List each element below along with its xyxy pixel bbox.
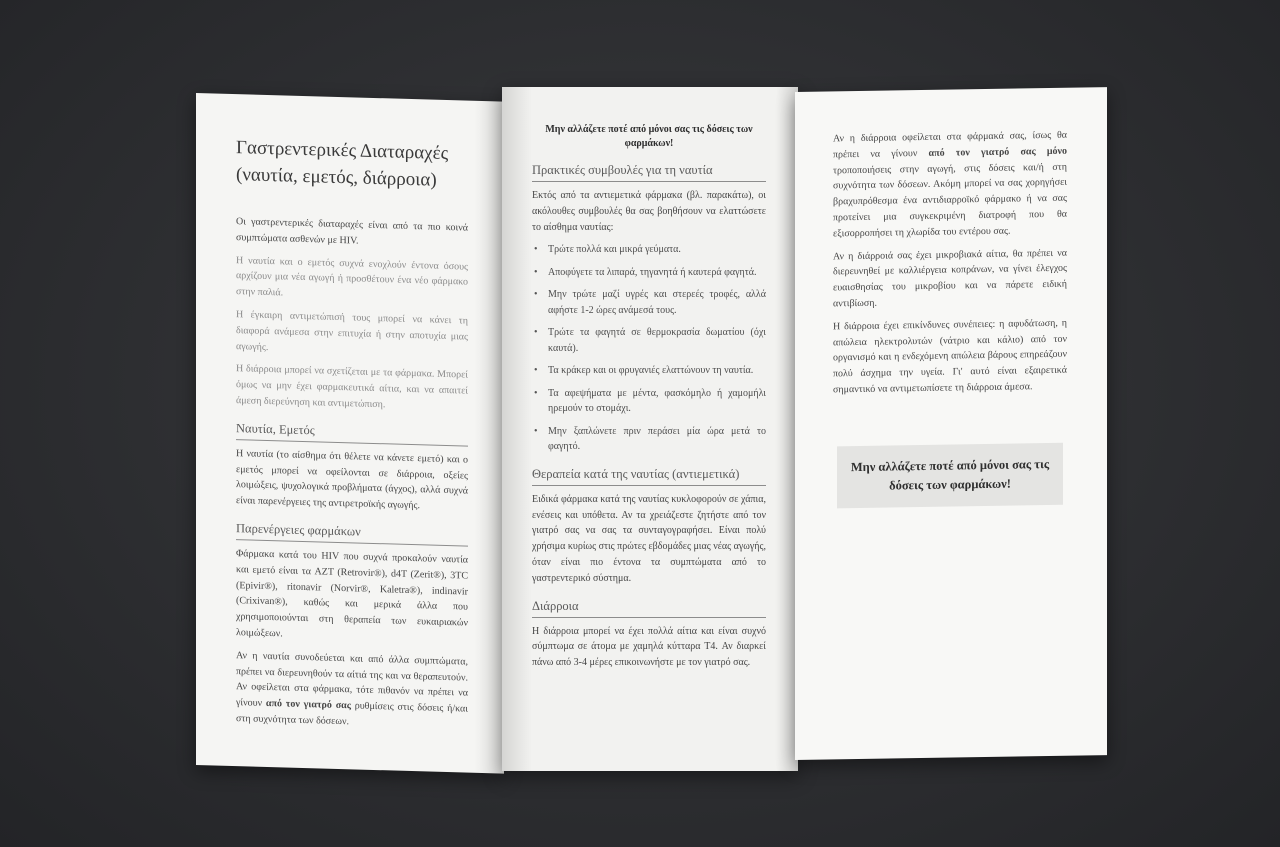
brochure-panel-right xyxy=(795,87,1107,760)
side-effects-text-post: ρυθμίσεις στις δόσεις ή/και στη συχνότητα των δόσεων. xyxy=(236,700,468,728)
nausea-paragraph: Η ναυτία (το αίσθημα ότι θέλετε να κάνετε εμετό) και ο εμετός μπορεί να οφείλονται σε διάρροια, οξείες λοιμώξεις, ψυχολογικά προβλήματα (άγχος), αλλά συχνά είναι παρενέργειες της αντιρετροϊκής αγωγής. xyxy=(236,447,468,512)
diarrhea-meds-text-pre: Αν η διάρροια οφείλεται στα φάρμακά σας, ίσως θα πρέπει να γίνουν xyxy=(833,129,1067,161)
section-heading-diarrhea: Διάρροια xyxy=(532,599,766,618)
brochure-panel-middle xyxy=(502,87,798,771)
fold-shadow xyxy=(474,101,504,774)
antiemetics-paragraph: Ειδικά φάρμακα κατά της ναυτίας κυκλοφορούν σε χάπια, ενέσεις και υπόθετα. Αν τα χρειάζεστε ζητήστε από τον γιατρό σας να σας τα συνταγογραφήσει. Είναι πολύ χρήσιμα κυρίως στις πρώτες εβδομάδες μιας νέας αγωγής, όταν είναι πιο έντονα τα συμπτώματα από το γαστρεντερικό σύστημα. xyxy=(532,493,766,584)
list-item: • Μην τρώτε μαζί υγρές και στερεές τροφές, αλλά αφήστε 1-2 ώρες ανάμεσά τους. xyxy=(532,287,766,318)
section-heading-tips: Πρακτικές συμβουλές για τη ναυτία xyxy=(532,163,766,182)
diarrhea-meds-paragraph xyxy=(833,128,1067,242)
diarrhea-paragraph: Η διάρροια μπορεί να έχει πολλά αίτια και είναι συχνό σύμπτωμα σε άτομα με χαμηλά κύτταρα T4. Αν διαρκεί πάνω από 3-4 μέρες επικοινωνήστε με τον γιατρό σας. xyxy=(532,625,766,669)
list-item: • Μην ξαπλώνετε πριν περάσει μία ώρα μετά το φαγητό. xyxy=(532,424,766,455)
side-effects-text-bold: από τον γιατρό σας xyxy=(265,698,351,712)
list-item: • Τα κράκερ και οι φρυγανιές ελαττώνουν τη ναυτία. xyxy=(532,363,766,379)
page-title xyxy=(236,134,468,194)
title-line-2: (ναυτία, εμετός, διάρροια) xyxy=(236,164,437,191)
warning-callout: Μην αλλάζετε ποτέ από μόνοι σας τις δόσεις των φαρμάκων! xyxy=(837,443,1063,509)
tips-intro: Εκτός από τα αντιεμετικά φάρμακα (βλ. παρακάτω), οι ακόλουθες συμβουλές θα σας βοηθήσουν να ελαττώσετε το αίσθημα ναυτίας: xyxy=(532,190,766,233)
list-item: • Τα αφεψήματα με μέντα, φασκόμηλο ή χαμομήλι ηρεμούν το στομάχι. xyxy=(532,386,766,417)
tips-list xyxy=(532,242,766,455)
consequences-paragraph: Η διάρροια έχει επικίνδυνες συνέπειες: η αφυδάτωση, η απώλεια ηλεκτρολυτών (νάτριο και κάλιο) από τον οργανισμό και η ενδεχόμενη απώλεια βάρους επηρεάζουν πολύ άσχημα την υγεία. Γι' αυτό είναι εξαιρετικά σημαντικό να αντιμετωπίσετε τη διάρροια άμεσα. xyxy=(833,317,1067,396)
fold-shadow xyxy=(502,87,532,771)
section-heading-antiemetics: Θεραπεία κατά της ναυτίας (αντιεμετικά) xyxy=(532,467,766,486)
panel-right-content xyxy=(833,128,1067,508)
panel-left-content xyxy=(236,134,468,740)
list-item: • Αποφύγετε τα λιπαρά, τηγανητά ή καυτερά φαγητά. xyxy=(532,265,766,281)
section-heading-side-effects: Παρενέργειες φαρμάκων xyxy=(236,521,468,546)
side-effects-paragraph-2 xyxy=(236,648,468,733)
side-effects-text-pre: Αν η ναυτία συνοδεύεται και από άλλα συμπτώματα, πρέπει να διερευνηθούν τα αίτιά της και να θεραπευτούν. Αν οφείλεται στα φάρμακα, τότε πιθανόν να πρέπει να γίνουν xyxy=(236,649,468,710)
warning-text: Μην αλλάζετε ποτέ από μόνοι σας τις δόσεις των φαρμάκων! xyxy=(545,124,753,149)
list-item: • Τρώτε πολλά και μικρά γεύματα. xyxy=(532,242,766,258)
intro-paragraph-3: Η έγκαιρη αντιμετώπισή τους μπορεί να κάνει τη διαφορά ανάμεσα στην επιτυχία ή στην αποτυχία μιας αγωγής. xyxy=(236,309,468,353)
intro-paragraph-4: Η διάρροια μπορεί να σχετίζεται με τα φάρμακα. Μπορεί όμως να μην έχει φαρμακευτικά αίτια, και να απαιτεί άμεση διερεύνηση και αντιμετώπιση. xyxy=(236,363,468,411)
list-item: • Τρώτε τα φαγητά σε θερμοκρασία δωματίου (όχι καυτά). xyxy=(532,325,766,356)
intro-paragraph-1: Οι γαστρεντερικές διαταραχές είναι από τα πιο κοινά συμπτώματα ασθενών με HIV. xyxy=(236,216,468,247)
microbial-causes-paragraph: Αν η διάρροιά σας έχει μικροβιακά αίτια, θα πρέπει να διερευνηθεί με καλλιέργεια κοπράνων, να γίνει έλεγχος ευαισθησίας του μικροβίου και να πάρετε ειδική αντιβίωση. xyxy=(833,247,1067,310)
brochure-panel-left xyxy=(196,93,504,774)
diarrhea-meds-text-post: τροποποιήσεις στην αγωγή, στις δόσεις και/ή στη συχνότητα των δόσεων. Ακόμη μπορεί να σας χορηγήσει βραχυπρόθεσμα ένα αντιδιαρροϊκό φάρμακο ή να σας προτείνει μια συγκεκριμένη διατροφή που θα εξισορροπήσει τη χλωρίδα του εντέρου σας. xyxy=(833,161,1067,240)
diarrhea-meds-text-bold: από τον γιατρό σας μόνο xyxy=(928,145,1067,159)
panel-middle-content xyxy=(532,123,766,678)
side-effects-paragraph-1: Φάρμακα κατά του HIV που συχνά προκαλούν ναυτία και εμετό είναι τα AZT (Retrovir®), d4T (Zerit®), 3TC (Epivir®), ritonavir (Norvir®, Kaletra®), indinavir (Crixivan®), καθώς και μερικά άλλα που χρησιμοποιούνται στη θεραπεία των ευκαιριακών λοιμώξεων. xyxy=(236,548,468,640)
title-line-1: Γαστρεντερικές Διαταραχές xyxy=(236,137,449,165)
section-heading-nausea: Ναυτία, Εμετός xyxy=(236,421,468,446)
intro-paragraph-2: Η ναυτία και ο εμετός συχνά ενοχλούν έντονα όσους αρχίζουν μια νέα αγωγή ή προσθέτουν ένα νέο φάρμακο στην παλιά. xyxy=(236,254,468,299)
